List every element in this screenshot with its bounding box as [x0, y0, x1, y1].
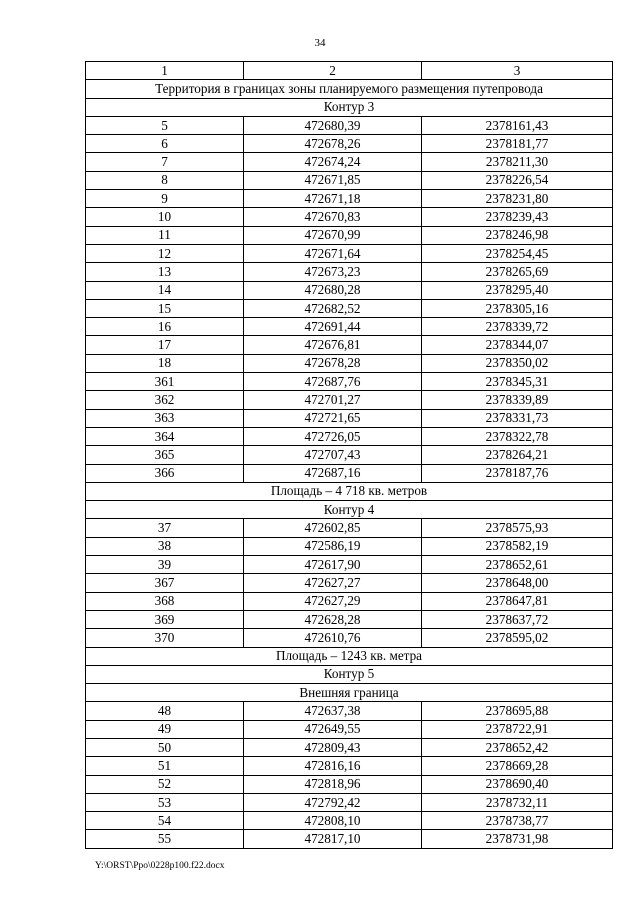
point-number-cell: 17	[86, 336, 244, 354]
table-row	[86, 354, 613, 372]
table-row	[86, 830, 613, 848]
table-row	[86, 592, 613, 610]
x-coordinate-cell: 472792,42	[244, 793, 422, 811]
point-number-cell: 53	[86, 793, 244, 811]
point-number-cell: 364	[86, 427, 244, 445]
y-coordinate-cell: 2378647,81	[422, 592, 613, 610]
coordinates-table-body	[86, 62, 613, 849]
x-coordinate-cell: 472627,29	[244, 592, 422, 610]
contour-3-title-row	[86, 98, 613, 116]
table-row	[86, 537, 613, 555]
y-coordinate-cell: 2378246,98	[422, 226, 613, 244]
point-number-cell: 38	[86, 537, 244, 555]
y-coordinate-cell: 2378254,45	[422, 244, 613, 262]
x-coordinate-cell: 472687,76	[244, 373, 422, 391]
table-row	[86, 702, 613, 720]
table-row	[86, 427, 613, 445]
point-number-cell: 368	[86, 592, 244, 610]
x-coordinate-cell: 472678,28	[244, 354, 422, 372]
table-row	[86, 556, 613, 574]
x-coordinate-cell: 472671,64	[244, 244, 422, 262]
table-row	[86, 409, 613, 427]
point-number-cell: 6	[86, 135, 244, 153]
contour-4-area: Площадь – 1243 кв. метра	[86, 647, 613, 665]
x-coordinate-cell: 472649,55	[244, 720, 422, 738]
contour-4-area-row	[86, 647, 613, 665]
y-coordinate-cell: 2378695,88	[422, 702, 613, 720]
point-number-cell: 9	[86, 190, 244, 208]
table-row	[86, 464, 613, 482]
point-number-cell: 18	[86, 354, 244, 372]
table-row	[86, 610, 613, 628]
x-coordinate-cell: 472610,76	[244, 629, 422, 647]
point-number-cell: 363	[86, 409, 244, 427]
column-header: 2	[244, 62, 422, 80]
y-coordinate-cell: 2378331,73	[422, 409, 613, 427]
x-coordinate-cell: 472682,52	[244, 299, 422, 317]
contour-4-title-row	[86, 501, 613, 519]
x-coordinate-cell: 472637,38	[244, 702, 422, 720]
x-coordinate-cell: 472671,85	[244, 171, 422, 189]
y-coordinate-cell: 2378575,93	[422, 519, 613, 537]
y-coordinate-cell: 2378652,42	[422, 738, 613, 756]
x-coordinate-cell: 472701,27	[244, 391, 422, 409]
y-coordinate-cell: 2378595,02	[422, 629, 613, 647]
point-number-cell: 16	[86, 318, 244, 336]
x-coordinate-cell: 472674,24	[244, 153, 422, 171]
file-path-footer: Y:\ORST\Ppo\0228p100.f22.docx	[95, 861, 225, 871]
header-row	[86, 62, 613, 80]
y-coordinate-cell: 2378722,91	[422, 720, 613, 738]
point-number-cell: 52	[86, 775, 244, 793]
table-row	[86, 775, 613, 793]
table-row	[86, 519, 613, 537]
table-row	[86, 812, 613, 830]
point-number-cell: 5	[86, 116, 244, 134]
point-number-cell: 8	[86, 171, 244, 189]
contour-3-title: Контур 3	[86, 98, 613, 116]
x-coordinate-cell: 472680,39	[244, 116, 422, 134]
table-row	[86, 391, 613, 409]
point-number-cell: 49	[86, 720, 244, 738]
y-coordinate-cell: 2378211,30	[422, 153, 613, 171]
x-coordinate-cell: 472707,43	[244, 446, 422, 464]
x-coordinate-cell: 472687,16	[244, 464, 422, 482]
outer-boundary-title-row	[86, 684, 613, 702]
table-row	[86, 244, 613, 262]
y-coordinate-cell: 2378690,40	[422, 775, 613, 793]
y-coordinate-cell: 2378652,61	[422, 556, 613, 574]
table-row	[86, 629, 613, 647]
table-row	[86, 446, 613, 464]
x-coordinate-cell: 472602,85	[244, 519, 422, 537]
x-coordinate-cell: 472721,65	[244, 409, 422, 427]
point-number-cell: 37	[86, 519, 244, 537]
x-coordinate-cell: 472809,43	[244, 738, 422, 756]
x-coordinate-cell: 472617,90	[244, 556, 422, 574]
point-number-cell: 361	[86, 373, 244, 391]
point-number-cell: 13	[86, 263, 244, 281]
x-coordinate-cell: 472670,83	[244, 208, 422, 226]
y-coordinate-cell: 2378181,77	[422, 135, 613, 153]
table-row	[86, 318, 613, 336]
x-coordinate-cell: 472671,18	[244, 190, 422, 208]
x-coordinate-cell: 472586,19	[244, 537, 422, 555]
point-number-cell: 55	[86, 830, 244, 848]
table-row	[86, 263, 613, 281]
y-coordinate-cell: 2378265,69	[422, 263, 613, 281]
table-row	[86, 757, 613, 775]
x-coordinate-cell: 472680,28	[244, 281, 422, 299]
table-row	[86, 793, 613, 811]
y-coordinate-cell: 2378339,72	[422, 318, 613, 336]
y-coordinate-cell: 2378345,31	[422, 373, 613, 391]
point-number-cell: 7	[86, 153, 244, 171]
y-coordinate-cell: 2378732,11	[422, 793, 613, 811]
point-number-cell: 369	[86, 610, 244, 628]
point-number-cell: 12	[86, 244, 244, 262]
table-row	[86, 281, 613, 299]
outer-boundary-title: Внешняя граница	[86, 684, 613, 702]
point-number-cell: 362	[86, 391, 244, 409]
point-number-cell: 54	[86, 812, 244, 830]
x-coordinate-cell: 472817,10	[244, 830, 422, 848]
y-coordinate-cell: 2378295,40	[422, 281, 613, 299]
point-number-cell: 48	[86, 702, 244, 720]
y-coordinate-cell: 2378582,19	[422, 537, 613, 555]
y-coordinate-cell: 2378226,54	[422, 171, 613, 189]
y-coordinate-cell: 2378161,43	[422, 116, 613, 134]
point-number-cell: 365	[86, 446, 244, 464]
table-row	[86, 135, 613, 153]
table-row	[86, 373, 613, 391]
y-coordinate-cell: 2378239,43	[422, 208, 613, 226]
point-number-cell: 370	[86, 629, 244, 647]
table-row	[86, 116, 613, 134]
x-coordinate-cell: 472808,10	[244, 812, 422, 830]
territory-title-row	[86, 80, 613, 98]
point-number-cell: 366	[86, 464, 244, 482]
table-row	[86, 336, 613, 354]
y-coordinate-cell: 2378731,98	[422, 830, 613, 848]
y-coordinate-cell: 2378637,72	[422, 610, 613, 628]
contour-3-area: Площадь – 4 718 кв. метров	[86, 482, 613, 500]
table-row	[86, 171, 613, 189]
y-coordinate-cell: 2378231,80	[422, 190, 613, 208]
column-header: 3	[422, 62, 613, 80]
point-number-cell: 11	[86, 226, 244, 244]
point-number-cell: 10	[86, 208, 244, 226]
x-coordinate-cell: 472678,26	[244, 135, 422, 153]
table-row	[86, 208, 613, 226]
x-coordinate-cell: 472670,99	[244, 226, 422, 244]
x-coordinate-cell: 472627,27	[244, 574, 422, 592]
table-row	[86, 574, 613, 592]
y-coordinate-cell: 2378322,78	[422, 427, 613, 445]
table-row	[86, 738, 613, 756]
territory-title: Территория в границах зоны планируемого размещения путепровода	[86, 80, 613, 98]
y-coordinate-cell: 2378339,89	[422, 391, 613, 409]
x-coordinate-cell: 472818,96	[244, 775, 422, 793]
table-row	[86, 299, 613, 317]
contour-4-title: Контур 4	[86, 501, 613, 519]
point-number-cell: 50	[86, 738, 244, 756]
coordinates-table	[85, 61, 613, 849]
page-number: 34	[314, 37, 326, 49]
contour-5-title-row	[86, 665, 613, 683]
y-coordinate-cell: 2378350,02	[422, 354, 613, 372]
table-row	[86, 226, 613, 244]
y-coordinate-cell: 2378738,77	[422, 812, 613, 830]
x-coordinate-cell: 472673,23	[244, 263, 422, 281]
x-coordinate-cell: 472726,05	[244, 427, 422, 445]
x-coordinate-cell: 472691,44	[244, 318, 422, 336]
y-coordinate-cell: 2378187,76	[422, 464, 613, 482]
table-row	[86, 720, 613, 738]
point-number-cell: 51	[86, 757, 244, 775]
contour-3-area-row	[86, 482, 613, 500]
x-coordinate-cell: 472628,28	[244, 610, 422, 628]
x-coordinate-cell: 472676,81	[244, 336, 422, 354]
y-coordinate-cell: 2378648,00	[422, 574, 613, 592]
column-header: 1	[86, 62, 244, 80]
y-coordinate-cell: 2378344,07	[422, 336, 613, 354]
point-number-cell: 39	[86, 556, 244, 574]
y-coordinate-cell: 2378264,21	[422, 446, 613, 464]
point-number-cell: 15	[86, 299, 244, 317]
y-coordinate-cell: 2378305,16	[422, 299, 613, 317]
y-coordinate-cell: 2378669,28	[422, 757, 613, 775]
table-row	[86, 190, 613, 208]
contour-5-title: Контур 5	[86, 665, 613, 683]
point-number-cell: 367	[86, 574, 244, 592]
x-coordinate-cell: 472816,16	[244, 757, 422, 775]
point-number-cell: 14	[86, 281, 244, 299]
table-row	[86, 153, 613, 171]
